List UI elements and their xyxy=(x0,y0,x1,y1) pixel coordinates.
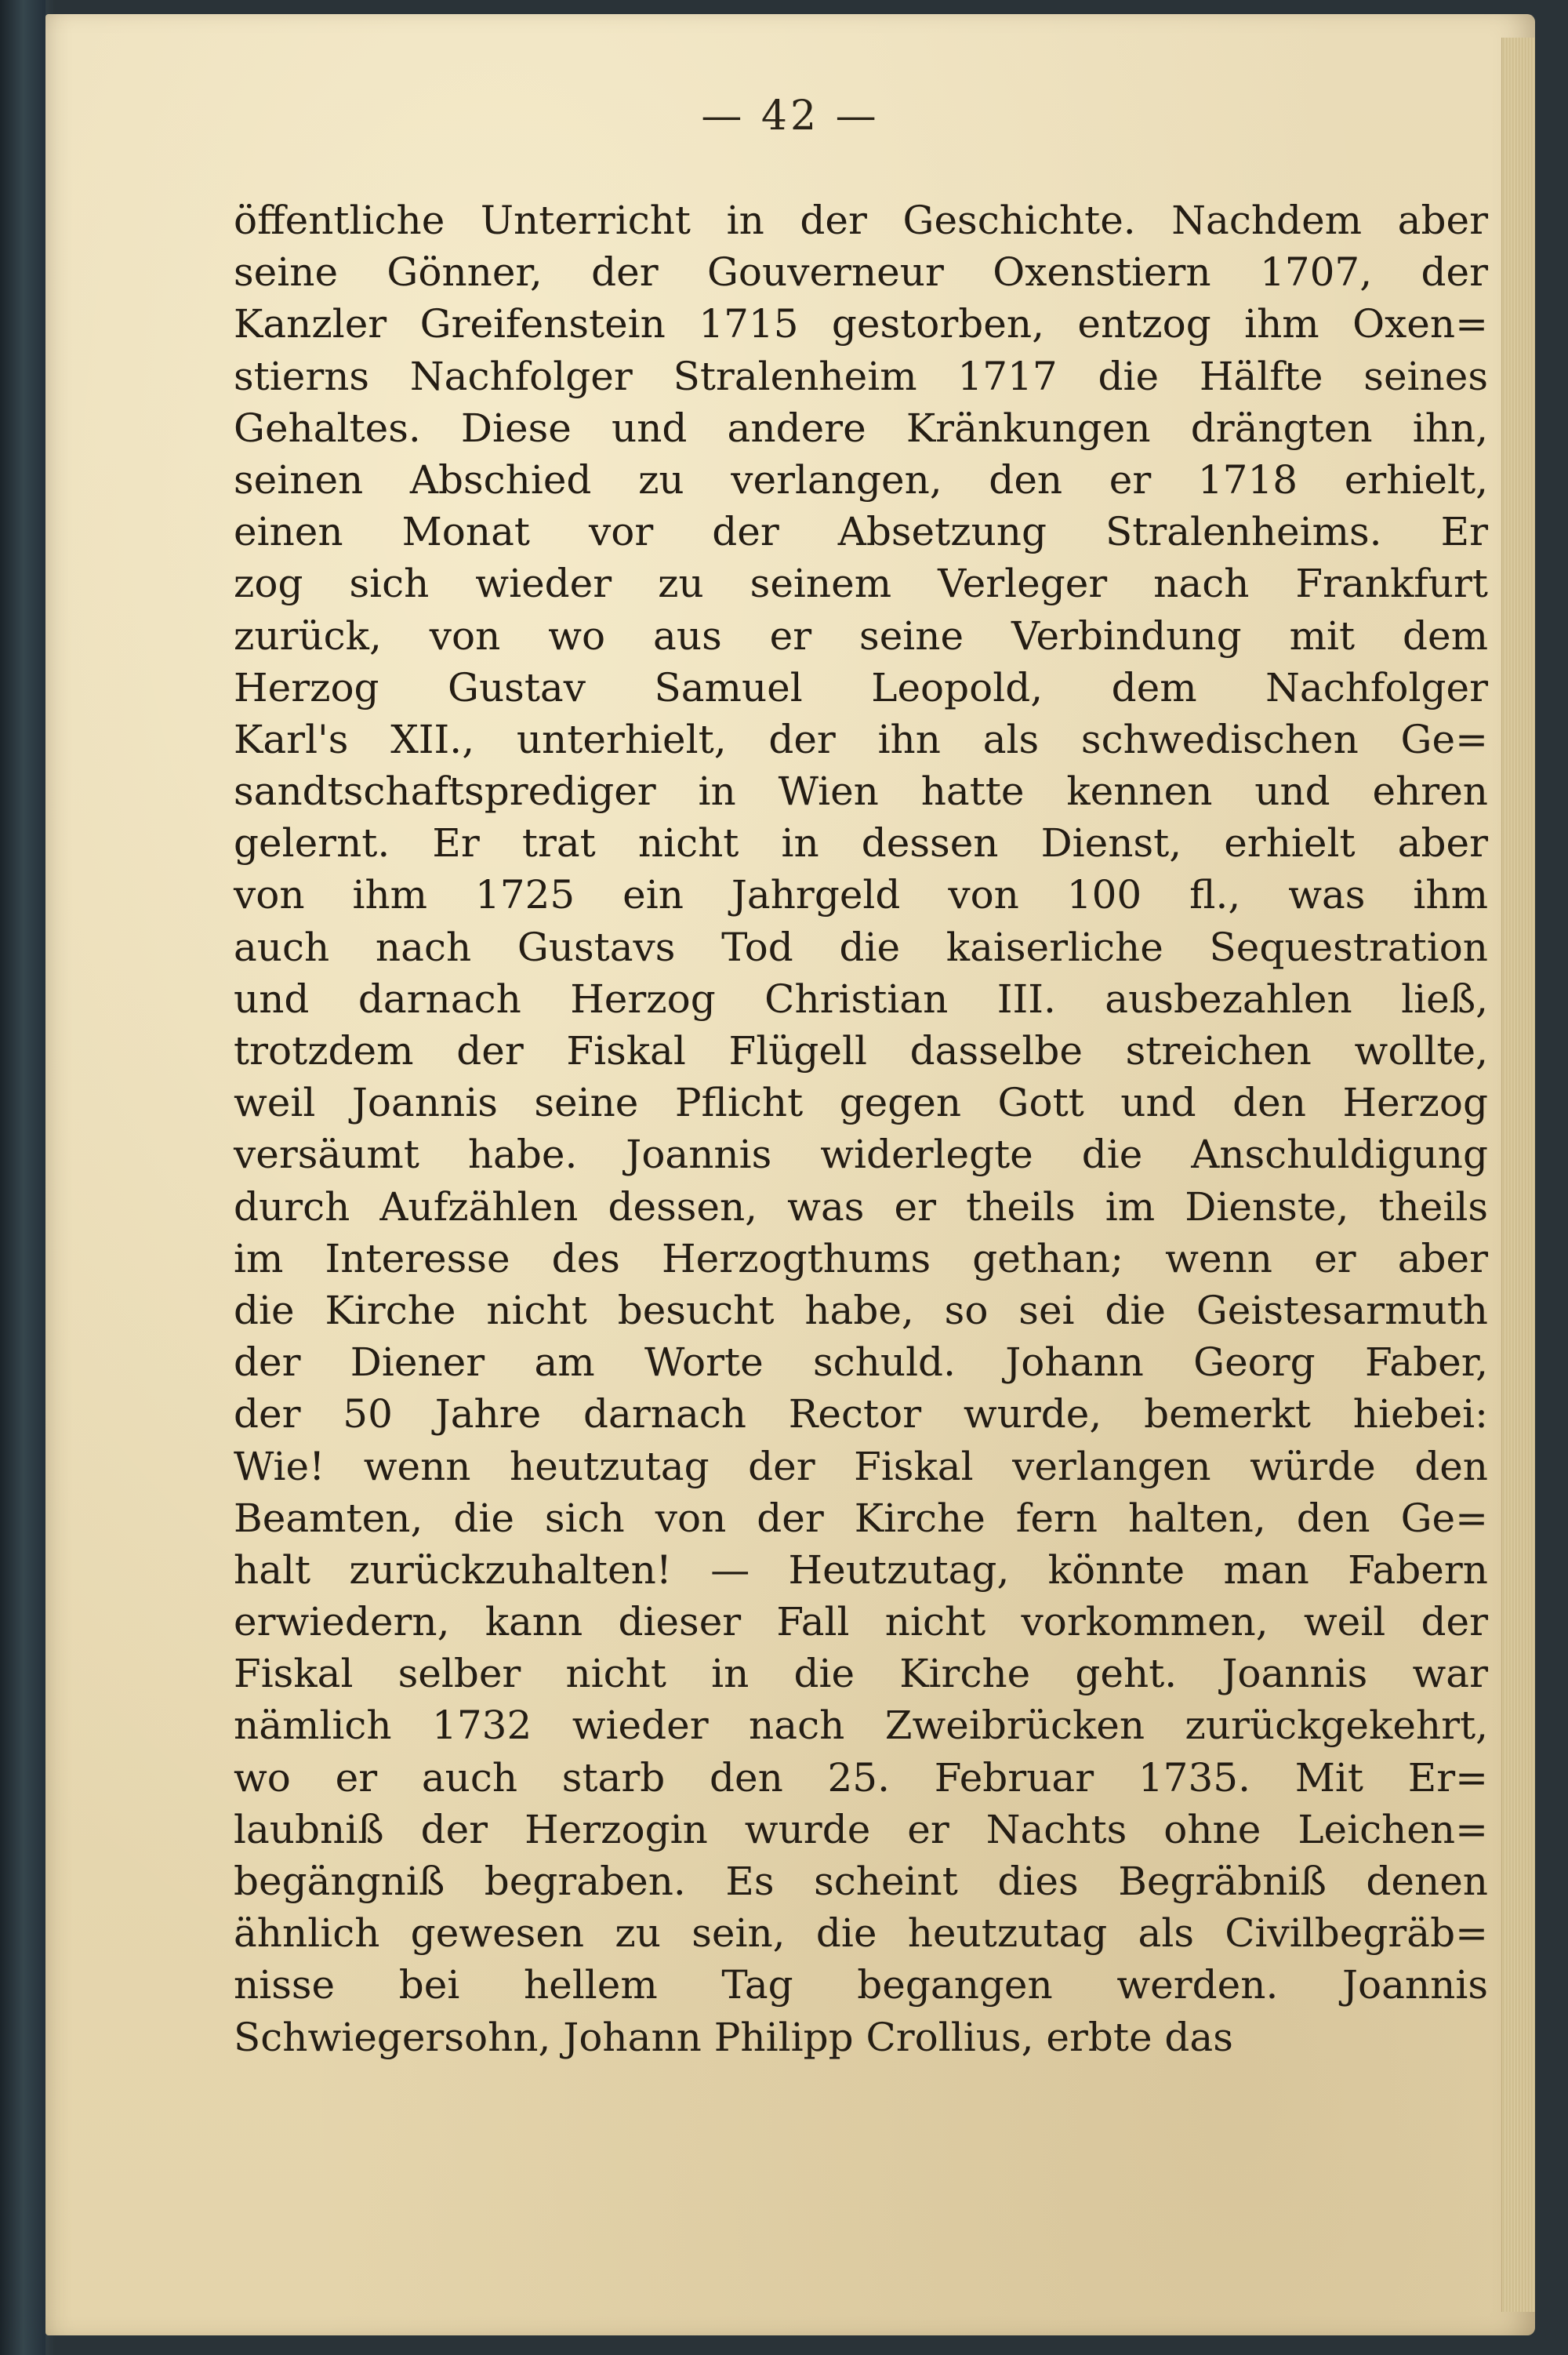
text-line: seine Gönner, der Gouverneur Oxenstiern 1707, der xyxy=(234,249,1488,296)
text-line: nämlich 1732 wieder nach Zweibrücken zurückgekehrt, xyxy=(234,1703,1488,1749)
text-line: nisse bei hellem Tag begangen werden. Joannis xyxy=(234,1962,1488,2008)
text-line: Schwiegersohn, Johann Philipp Crollius, erbte das xyxy=(234,2014,1233,2060)
text-line: weil Joannis seine Pflicht gegen Gott und den Herzog xyxy=(234,1080,1488,1126)
text-line: Kanzler Greifenstein 1715 gestorben, entzog ihm Oxen= xyxy=(234,301,1488,347)
text-line: ähnlich gewesen zu sein, die heutzutag als Civilbegräb= xyxy=(234,1910,1488,1957)
page-edge xyxy=(1501,38,1535,2312)
text-line: halt zurückzuhalten! — Heutzutag, könnte man Fabern xyxy=(234,1546,1488,1593)
text-line: versäumt habe. Joannis widerlegte die Anschuldigung xyxy=(234,1132,1488,1178)
text-line: öffentliche Unterricht in der Geschichte. Nachdem aber xyxy=(234,198,1488,243)
book-spine xyxy=(0,0,45,2355)
text-line: gelernt. Er trat nicht in dessen Dienst, erhielt aber xyxy=(234,820,1488,867)
text-line: auch nach Gustavs Tod die kaiserliche Sequestration xyxy=(234,924,1488,970)
text-line: wo er auch starb den 25. Februar 1735. Mit Er= xyxy=(234,1754,1488,1801)
text-line: Beamten, die sich von der Kirche fern halten, den Ge= xyxy=(234,1495,1488,1541)
text-line: sandtschaftsprediger in Wien hatte kennen und ehren xyxy=(234,769,1488,815)
text-line: Gehaltes. Diese und andere Kränkungen drängten ihn, xyxy=(234,405,1488,451)
text-line: seinen Abschied zu verlangen, den er 1718 erhielt, xyxy=(234,456,1488,503)
text-line: Herzog Gustav Samuel Leopold, dem Nachfolger xyxy=(234,664,1488,710)
text-line: einen Monat vor der Absetzung Stralenheims. Er xyxy=(234,509,1488,555)
text-line: Karl's XII., unterhielt, der ihn als schwedischen Ge= xyxy=(234,716,1488,762)
page-body-text xyxy=(234,194,1488,2063)
text-line: stierns Nachfolger Stralenheim 1717 die Hälfte seines xyxy=(234,353,1488,399)
text-line: trotzdem der Fiskal Flügell dasselbe streichen wollte, xyxy=(234,1028,1488,1074)
book-page xyxy=(45,14,1535,2335)
text-line: von ihm 1725 ein Jahrgeld von 100 fl., was ihm xyxy=(234,872,1488,918)
text-line: zog sich wieder zu seinem Verleger nach Frankfurt xyxy=(234,561,1488,607)
text-line: laubniß der Herzogin wurde er Nachts ohne Leichen= xyxy=(234,1806,1488,1852)
text-line: der Diener am Worte schuld. Johann Georg Faber, xyxy=(234,1339,1488,1386)
text-line: der 50 Jahre darnach Rector wurde, bemerkt hiebei: xyxy=(234,1391,1488,1437)
text-line: im Interesse des Herzogthums gethan; wenn er aber xyxy=(234,1235,1488,1281)
text-line: Fiskal selber nicht in die Kirche geht. Joannis war xyxy=(234,1651,1488,1697)
page-number: — 42 — xyxy=(701,93,880,140)
text-line: zurück, von wo aus er seine Verbindung mit dem xyxy=(234,612,1488,659)
text-line: Wie! wenn heutzutag der Fiskal verlangen würde den xyxy=(234,1443,1488,1489)
text-line: durch Aufzählen dessen, was er theils im Dienste, theils xyxy=(234,1183,1488,1230)
text-line: die Kirche nicht besucht habe, so sei die Geistesarmuth xyxy=(234,1287,1488,1333)
text-line: und darnach Herzog Christian III. ausbezahlen ließ, xyxy=(234,976,1488,1022)
text-line: erwiedern, kann dieser Fall nicht vorkommen, weil der xyxy=(234,1599,1488,1645)
text-line: begängniß begraben. Es scheint dies Begräbniß denen xyxy=(234,1859,1488,1904)
